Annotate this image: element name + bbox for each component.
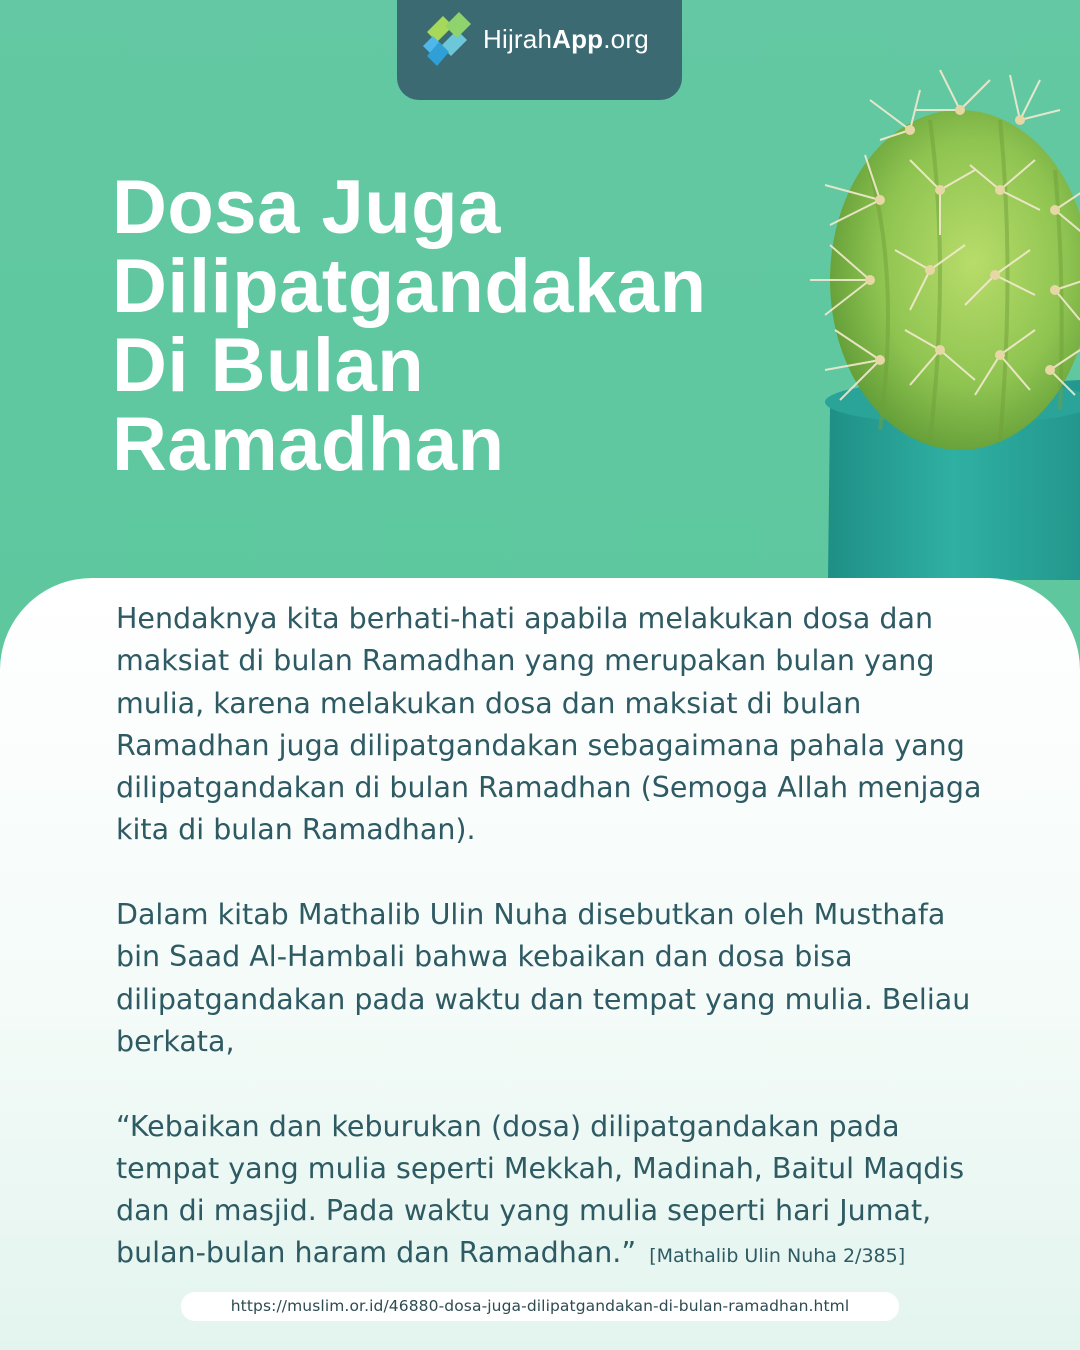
- brand-name-part3: .org: [603, 24, 649, 54]
- brand-badge: [397, 0, 682, 100]
- cactus-illustration: [760, 50, 1080, 610]
- brand-name-part2: App: [552, 24, 604, 54]
- paragraph-2: Dalam kitab Mathalib Ulin Nuha disebutkan oleh Musthafa bin Saad Al-Hambali bahwa kebaikan dan dosa bisa dilipatgandakan pada waktu dan tempat yang mulia. Beliau berkata,: [116, 898, 971, 1058]
- page-title: [112, 165, 792, 487]
- article-body: [116, 598, 996, 1278]
- title-line-3: Di Bulan: [112, 323, 425, 408]
- source-url: https://muslim.or.id/46880-dosa-juga-dilipatgandakan-di-bulan-ramadhan.html: [181, 1292, 899, 1321]
- quote-paragraph: [116, 1106, 996, 1278]
- hijrahapp-logo-icon: [419, 12, 473, 70]
- paragraph-1: Hendaknya kita berhati-hati apabila melakukan dosa dan maksiat di bulan Ramadhan yang merupakan bulan yang mulia, karena melakukan dosa dan maksiat di bulan Ramadhan juga dilipatgandakan sebagaimana pahala yang dilipatgandakan di bulan Ramadhan (Semoga Allah menjaga kita di bulan Ramadhan).: [116, 602, 982, 847]
- title-line-4: Ramadhan: [112, 402, 505, 487]
- title-line-1: Dosa Juga: [112, 165, 501, 250]
- brand-name-part1: Hijrah: [483, 24, 553, 54]
- citation: [Mathalib Ulin Nuha 2/385]: [649, 1245, 906, 1268]
- quote-text: “Kebaikan dan keburukan (dosa) dilipatgandakan pada tempat yang mulia seperti Mekkah, Madinah, Baitul Maqdis dan di masjid. Pada waktu yang mulia seperti hari Jumat, bulan-bulan haram dan Ramadhan.”: [116, 1109, 965, 1270]
- title-line-2: Dilipatgandakan: [112, 244, 707, 329]
- brand-name: [483, 24, 649, 55]
